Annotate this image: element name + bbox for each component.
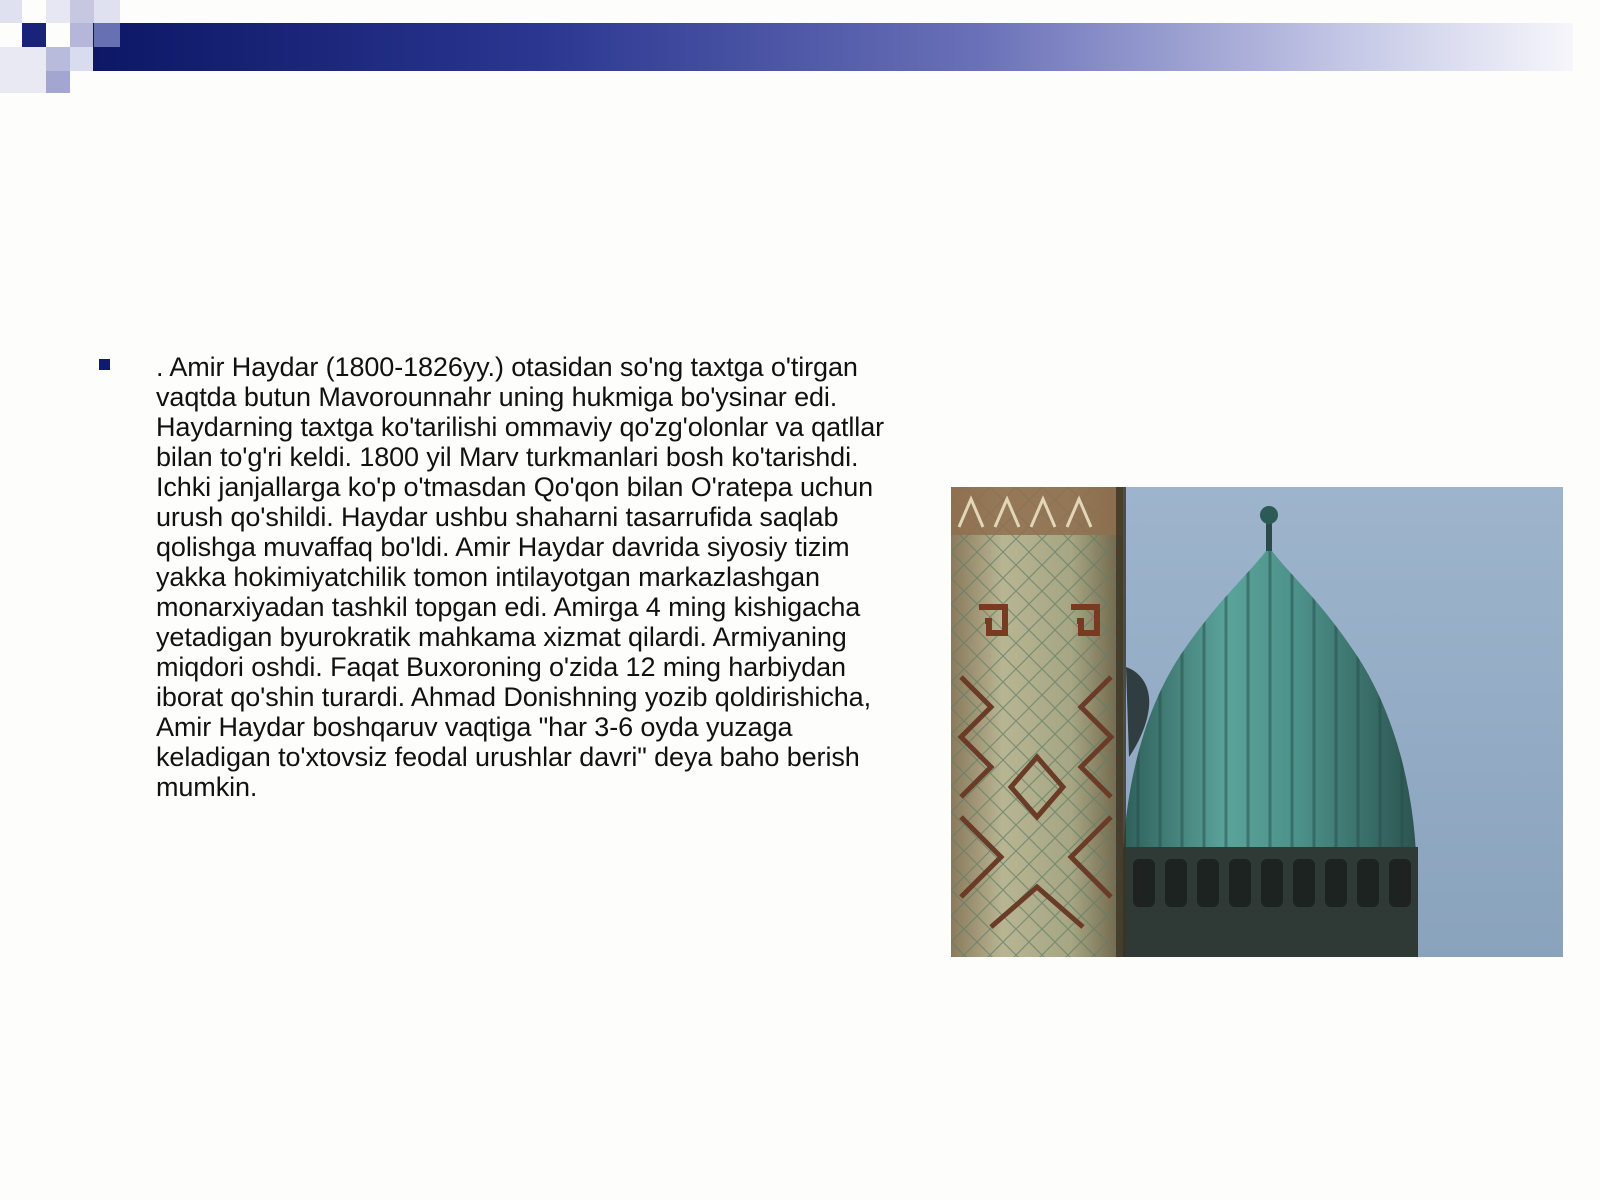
decor-square — [94, 0, 120, 23]
bullet-marker-icon — [99, 359, 110, 370]
bullet-list — [96, 352, 896, 802]
decor-square-accent — [22, 23, 46, 47]
decor-square — [46, 71, 70, 93]
decor-square — [70, 47, 94, 71]
decor-square — [70, 23, 94, 47]
decor-square — [70, 0, 94, 23]
decor-square — [46, 0, 70, 23]
decor-square — [94, 23, 120, 47]
header-banner — [93, 23, 1573, 71]
decor-square — [46, 47, 70, 71]
decor-square — [0, 47, 46, 93]
decor-square — [0, 0, 22, 23]
bullet-paragraph: . Amir Haydar (1800-1826yy.) otasidan so'ng taxtga o'tirgan vaqtda butun Mavorounnahr uning hukmiga bo'ysinar edi. Haydarning taxtga ko'tarilishi ommaviy qo'zg'olonlar va qatllar bilan to'g'ri keldi. 1800 yil Marv turkmanlari bosh ko'tarishdi. Ichki janjallarga ko'p o'tmasdan Qo'qon bilan O'ratepa uchun urush qo'shildi. Haydar ushbu shaharni tasarrufida saqlab qolishga muvaffaq bo'ldi. Amir Haydar davrida siyosiy tizim yakka hokimiyatchilik tomon intilayotgan markazlashgan monarxiyadan tashkil topgan edi. Amirga 4 ming kishigacha yetadigan byurokratik mahkama xizmat qilardi. Armiyaning miqdori oshdi. Faqat Buxoroning o'zida 12 ming harbiydan iborat qo'shin turardi. Ahmad Donishning yozib qoldirishicha, Amir Haydar boshqaruv vaqtiga "har 3-6 oyda yuzaga keladigan to'xtovsiz feodal urushlar davri" deya baho berish mumkin. — [156, 352, 885, 802]
dome-photo — [951, 487, 1563, 957]
dome-minaret-image — [951, 487, 1563, 957]
